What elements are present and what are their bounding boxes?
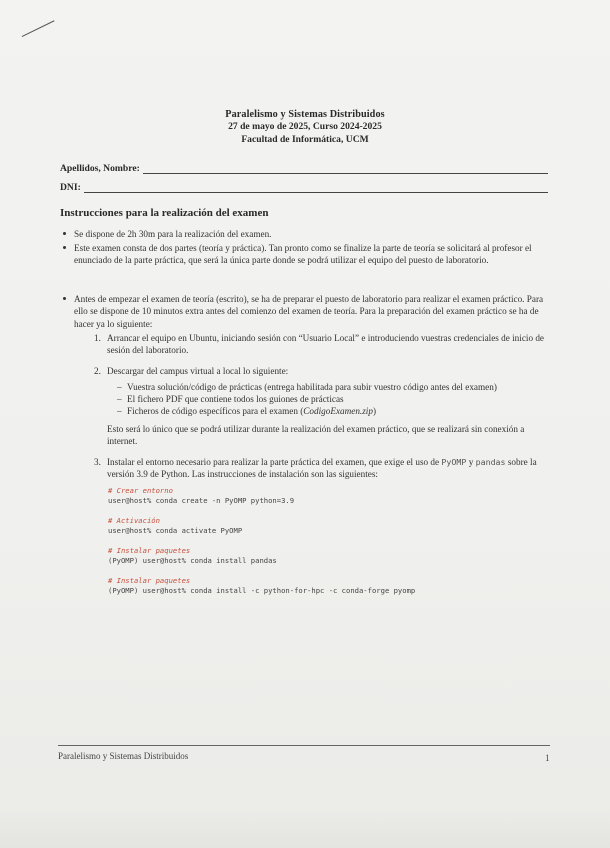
download-item xyxy=(117,393,547,405)
code-comment: # Instalar paquetes xyxy=(108,576,191,585)
exam-zip-filename: CodigoExamen.zip xyxy=(303,406,373,416)
exam-header xyxy=(0,108,610,146)
bullet-dot xyxy=(63,297,66,300)
dash-marker: – xyxy=(117,382,122,392)
dash-marker: – xyxy=(117,394,122,404)
code-command: (PyOMP) user@host% conda install -c python-for-hpc -c conda-forge pyomp xyxy=(108,586,416,595)
dni-label: DNI: xyxy=(60,182,81,193)
code-block xyxy=(108,516,242,536)
bullet-item xyxy=(74,242,546,267)
bullet-dot xyxy=(63,246,66,249)
step-item xyxy=(94,365,547,377)
footer-divider xyxy=(58,745,550,746)
name-line[interactable] xyxy=(143,165,548,174)
code-command: user@host% conda activate PyOMP xyxy=(108,526,243,535)
dash-marker: – xyxy=(117,406,122,416)
step-item xyxy=(94,332,547,357)
bullet-text: Se dispone de 2h 30m para la realización del examen. xyxy=(74,229,272,239)
download-item xyxy=(117,381,547,393)
download-note: Esto será lo único que se podrá utilizar durante la realización del examen práctico, que se realizará sin conexión a internet. xyxy=(107,424,525,447)
instructions-title: Instrucciones para la realización del examen xyxy=(60,207,269,219)
step-text: Descargar del campus virtual a local lo siguiente: xyxy=(107,366,289,376)
bullet-item xyxy=(74,228,546,240)
code-command: user@host% conda create -n PyOMP python=3.9 xyxy=(108,496,295,505)
code-block xyxy=(108,576,415,596)
pandas-mono: pandas xyxy=(475,457,506,467)
pyomp-mono: PyOMP xyxy=(441,457,467,467)
download-item xyxy=(117,405,547,417)
step-text xyxy=(107,456,547,481)
code-comment: # Crear entorno xyxy=(108,486,173,495)
code-command: (PyOMP) user@host% conda install pandas xyxy=(108,556,277,565)
download-text-end: ) xyxy=(372,406,377,416)
dni-field[interactable] xyxy=(60,182,548,193)
step-number: 3. xyxy=(94,457,101,467)
code-block xyxy=(108,546,277,566)
exam-date: 27 de mayo de 2025, Curso 2024-2025 xyxy=(228,121,382,132)
code-block xyxy=(108,486,294,506)
step-item xyxy=(94,456,547,481)
pen-mark xyxy=(22,20,55,37)
step-number: 1. xyxy=(94,333,101,343)
dni-line[interactable] xyxy=(84,184,548,193)
code-comment: # Instalar paquetes xyxy=(108,546,191,555)
step-text-a: Instalar el entorno necesario para realizar la parte práctica del examen, que exige el uso de xyxy=(107,457,442,467)
name-field[interactable] xyxy=(60,163,548,174)
step-text-b: y xyxy=(466,457,476,467)
step-text: Arrancar el equipo en Ubuntu, iniciando sesión con “Usuario Local” e introduciendo vuestras credenciales de inicio de sesión del laboratorio. xyxy=(107,333,545,356)
code-comment: # Activación xyxy=(108,516,160,525)
faculty-name: Facultad de Informática, UCM xyxy=(241,133,369,145)
bullet-dot xyxy=(63,232,66,235)
download-text: Vuestra solución/código de prácticas (entrega habilitada para subir vuestro código antes del examen) xyxy=(127,382,497,392)
name-label: Apellidos, Nombre: xyxy=(60,163,140,174)
step-number: 2. xyxy=(94,366,101,376)
bullet-text: Antes de empezar el examen de teoría (escrito), se ha de preparar el puesto de laboratorio para realizar el examen práctico. Para ello se dispone de 10 minutos extra antes del comienzo del examen de teoría. Para la preparación del examen práctico se ha de hacer ya lo siguiente: xyxy=(74,294,544,329)
page-number: 1 xyxy=(545,753,550,763)
footer-course: Paralelismo y Sistemas Distribuidos xyxy=(58,751,189,761)
page-shadow xyxy=(0,808,610,848)
bullet-item xyxy=(74,293,546,330)
download-text: Ficheros de código específicos para el examen ( xyxy=(127,406,304,416)
step-text-c: sobre la versión 3.9 de Python. Las instrucciones de instalación son las siguientes: xyxy=(107,457,537,480)
bullet-text: Este examen consta de dos partes (teoría y práctica). Tan pronto como se finalize la parte de teoría se solicitará al profesor el enunciado de la parte práctica, que será la única parte donde se podrá utilizar el equipo del puesto de laboratorio. xyxy=(74,243,532,266)
course-title: Paralelismo y Sistemas Distribuidos xyxy=(225,109,385,120)
download-text: El fichero PDF que contiene todos los guiones de prácticas xyxy=(127,394,344,404)
